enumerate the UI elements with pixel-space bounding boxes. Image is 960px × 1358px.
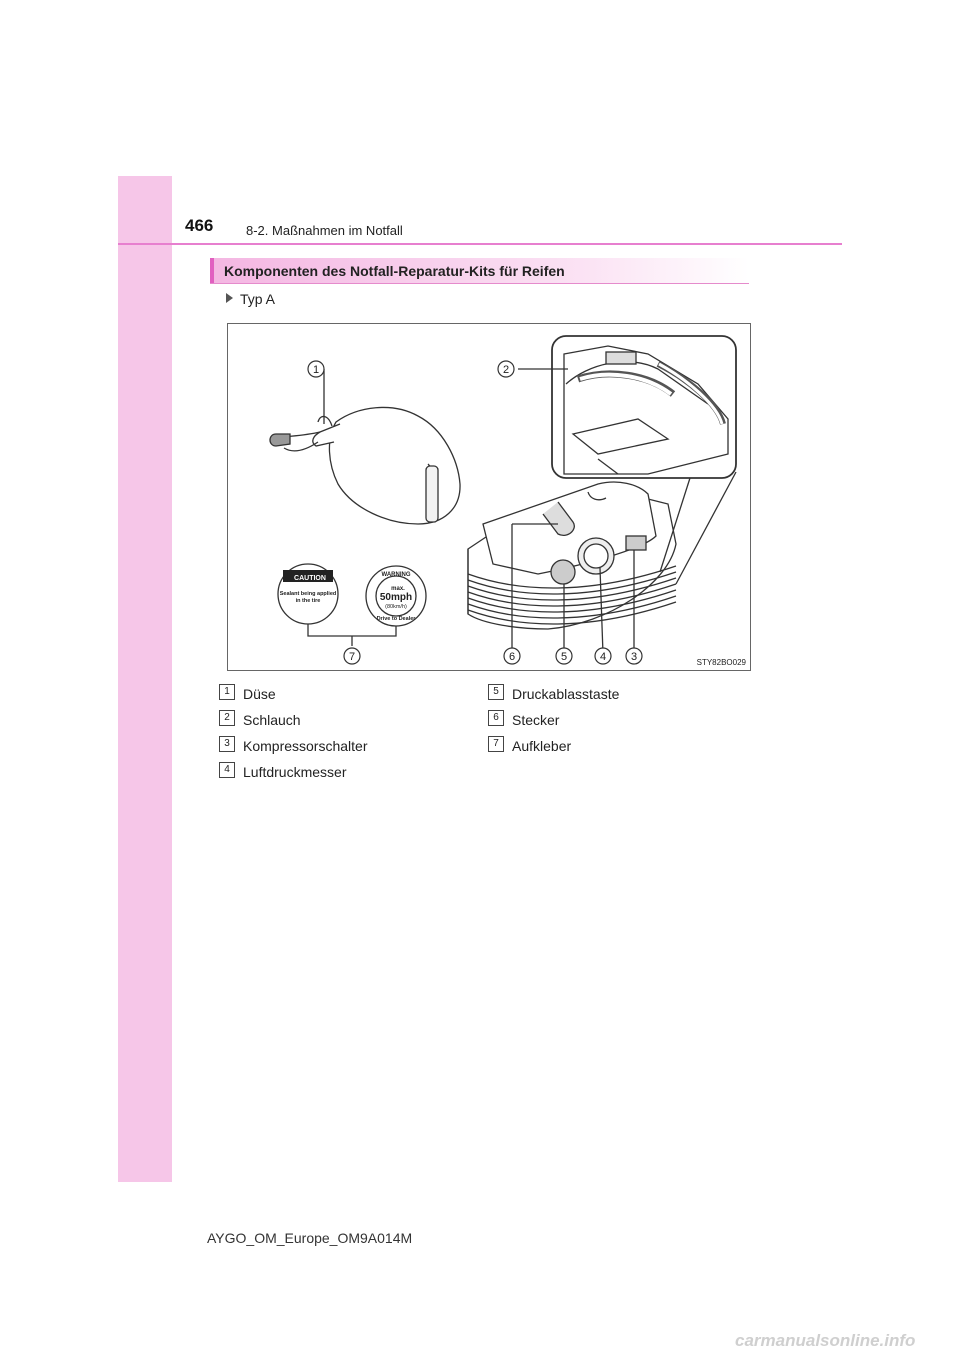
caution-line1: Sealant being applied [279,591,337,597]
legend-number: 3 [219,736,235,752]
callout-4: 4 [599,651,607,663]
document-footer: AYGO_OM_Europe_OM9A014M [207,1230,413,1246]
sealant-bottle [270,407,460,524]
legend-number: 4 [219,762,235,778]
warning-bottom: Drive to Dealer [376,616,416,622]
legend-label: Schlauch [243,712,301,728]
warning-speed: 50mph [379,592,413,603]
compressor-unit [468,482,676,629]
triangle-bullet-icon [226,293,233,303]
section-heading: Komponenten des Notfall-Reparatur-Kits für Reifen [224,263,565,279]
legend-label: Luftdruckmesser [243,764,347,780]
callout-6: 6 [508,651,516,663]
legend-label: Aufkleber [512,738,572,754]
callout-2: 2 [502,364,510,376]
callout-3: 3 [630,651,638,663]
legend-label: Druckablasstaste [512,686,620,702]
figure-code: STY82BO029 [696,658,746,667]
illustration-svg [228,324,750,670]
caution-title: CAUTION [294,575,326,582]
legend-number: 5 [488,684,504,700]
legend-number: 7 [488,736,504,752]
pink-sidebar-tab [118,176,172,1182]
legend-number: 1 [219,684,235,700]
legend-label: Stecker [512,712,560,728]
section-heading-bar [210,258,749,284]
warning-kmh: (80km/h) [385,604,407,610]
legend-label: Kompressorschalter [243,738,368,754]
section-title: 8-2. Maßnahmen im Notfall [246,223,403,238]
repair-kit-illustration [227,323,751,671]
type-label [226,291,275,307]
caution-line2: in the tire [295,598,321,604]
type-label-text: Typ A [240,291,276,307]
legend-number: 6 [488,710,504,726]
warning-title: WARNING [381,572,411,578]
callout-7: 7 [348,651,356,663]
callout-5: 5 [560,651,568,663]
callout-1: 1 [312,364,320,376]
header-divider [118,243,842,245]
inset-hose-detail [552,336,736,478]
warning-max: max. [391,586,405,592]
page-number: 466 [185,216,214,235]
watermark-text: carmanualsonline.info [735,1331,916,1350]
legend-number: 2 [219,710,235,726]
legend-label: Düse [243,686,276,702]
